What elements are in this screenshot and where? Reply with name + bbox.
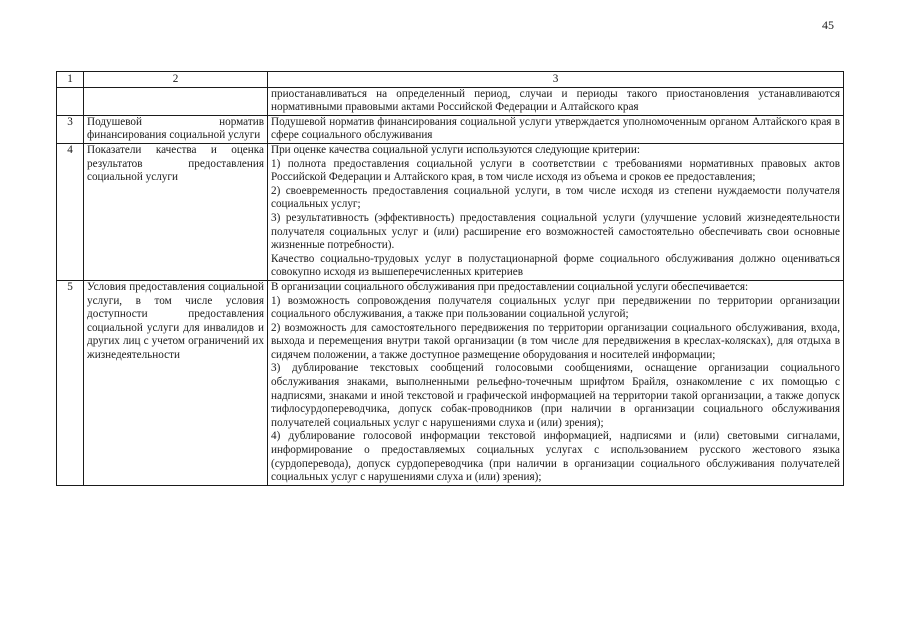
content-paragraph: приостанавливаться на определенный период, случаи и периоды такого приостановления устанавливаются нормативными правовыми актами Российской Федерации и Алтайского края — [271, 87, 840, 114]
table-row — [57, 115, 844, 143]
criterion-cell: Показатели качества и оценка результатов предоставления социальной услуги — [84, 143, 268, 280]
criterion-cell: Подушевой норматив финансирования социальной услуги — [84, 115, 268, 143]
content-cell — [268, 143, 844, 280]
content-paragraph: При оценке качества социальной услуги используются следующие критерии: — [271, 143, 640, 156]
row-number-cell: 5 — [57, 280, 84, 485]
header-cell-content: 3 — [268, 72, 844, 88]
header-cell-criterion: 2 — [84, 72, 268, 88]
content-paragraph: 3) дублирование текстовых сообщений голосовыми сообщениями, оснащение организации социального обслуживания знаками, выполненными рельефно-точечным шрифтом Брайля, ознакомление с их помощью с надписями, знаками и иной текстовой и графической информацией на территории такой организации, а также допуск тифлосурдопереводчика, допуск собак-проводников (при наличии в организации социального обслуживания получателей социальных услуг с нарушениями слуха и (или) зрения); — [271, 362, 840, 429]
content-paragraph: 1) возможность сопровождения получателя социальных услуг при передвижении по территории организации социального обслуживания, а также при пользовании социальной услугой; — [271, 294, 840, 321]
row-number-cell — [57, 87, 84, 115]
table-row — [57, 280, 844, 485]
table-row — [57, 143, 844, 280]
content-paragraph: Подушевой норматив финансирования социальной услуги утверждается уполномоченным органом Алтайского края в сфере социального обслуживания — [271, 115, 840, 142]
content-paragraph: 4) дублирование голосовой информации текстовой информацией, надписями и (или) световыми сигналами, информирование о предоставляемых социальных услугах с использованием русского жестового языка (сурдоперевода), допуск сурдопереводчика (при наличии в организации социального обслуживания получателей социальных услуг с нарушениями слуха и (или) зрения); — [271, 430, 840, 484]
criterion-cell — [84, 87, 268, 115]
content-cell — [268, 115, 844, 143]
service-standard-table — [56, 71, 844, 486]
content-paragraph: 2) своевременность предоставления социальной услуги, в том числе исходя из степени нуждаемости получателя социальных услуг; — [271, 184, 840, 211]
content-paragraph: В организации социального обслуживания при предоставлении социальной услуги обеспечивается: — [271, 280, 749, 293]
content-paragraph: Качество социально-трудовых услуг в полустационарной форме социального обслуживания должно оцениваться совокупно исходя из вышеперечисленных критериев — [271, 252, 840, 279]
page-number: 45 — [822, 18, 834, 32]
criterion-cell: Условия предоставления социальной услуги, в том числе условия доступности предоставления социальной услуги для инвалидов и других лиц с учетом ограничений их жизнедеятельности — [84, 280, 268, 485]
content-paragraph: 3) результативность (эффективность) предоставления социальной услуги (улучшение условий жизнедеятельности получателя социальных услуг и (или) расширение его возможностей самостоятельно обеспечивать свои основные жизненные потребности). — [271, 211, 840, 252]
content-paragraph: 2) возможность для самостоятельного передвижения по территории организации социального обслуживания, входа, выхода и перемещения внутри такой организации (в том числе для передвижения в креслах-колясках), для отдыха в сидячем положении, а также доступное размещение оборудования и носителей информации; — [271, 321, 840, 361]
row-number-cell: 3 — [57, 115, 84, 143]
header-cell-number: 1 — [57, 72, 84, 88]
table-row — [57, 87, 844, 115]
row-number-cell: 4 — [57, 143, 84, 280]
content-cell — [268, 280, 844, 485]
content-cell — [268, 87, 844, 115]
table-header-row — [57, 72, 844, 88]
content-paragraph: 1) полнота предоставления социальной услуги в соответствии с требованиями нормативных правовых актов Российской Федерации и Алтайского края, в том числе исходя из объема и сроков ее предоставления; — [271, 157, 840, 184]
